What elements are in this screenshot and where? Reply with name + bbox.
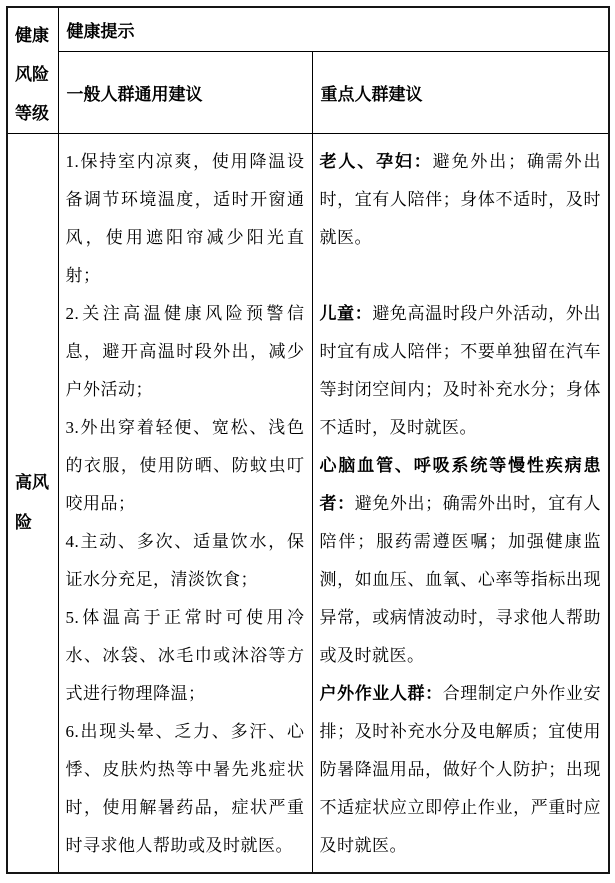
tips-header-cell: 健康提示	[58, 7, 609, 51]
key-group-outdoor-workers	[320, 675, 602, 865]
general-advice-item-4: 4.主动、多次、适量饮水，保证水分充足，清淡饮食；	[65, 532, 305, 589]
risk-level-line-2: 险	[15, 513, 32, 532]
key-group-chronic-disease	[320, 447, 602, 675]
key-group-children	[320, 295, 602, 447]
risk-header-line-3: 等级	[15, 104, 49, 123]
key-subheader-cell: 重点人群建议	[312, 51, 609, 133]
key-group-label: 户外作业人群：	[319, 684, 443, 703]
key-group-text: 避免外出；确需外出时，宜有人陪伴；身体不适时，及时就医。	[319, 152, 602, 247]
general-advice-item-1: 1.保持室内凉爽，使用降温设备调节环境温度，适时开窗通风，使用遮阳帘减少阳光直射；	[65, 152, 305, 285]
key-groups-cell	[312, 134, 609, 874]
risk-level-cell	[7, 134, 58, 874]
key-group-text: 避免外出；确需外出时，宜有人陪伴；服药需遵医嘱；加强健康监测，如血压、血氧、心率等指标出现异常，或病情波动时，寻求他人帮助或及时就医。	[319, 494, 602, 665]
key-group-text: 避免高温时段户外活动，外出时宜有成人陪伴；不要单独留在汽车等封闭空间内；及时补充水分；身体不适时，及时就医。	[319, 304, 602, 437]
general-subheader-cell: 一般人群通用建议	[58, 51, 312, 133]
risk-level-line-1: 高风	[15, 473, 49, 492]
general-advice-item-5: 5.体温高于正常时可使用冷水、冰袋、冰毛巾或沐浴等方式进行物理降温；	[65, 608, 305, 703]
general-advice-item-6: 6.出现头晕、乏力、多汗、心悸、皮肤灼热等中暑先兆症状时，使用解暑药品，症状严重时寻求他人帮助或及时就医。	[65, 722, 305, 855]
key-group-label: 心脑血管、呼吸系统等慢性疾病患者：	[319, 456, 601, 513]
key-group-label: 老人、孕妇：	[319, 152, 433, 171]
key-group-text: 合理制定户外作业安排；及时补充水分及电解质；宜使用防暑降温用品，做好个人防护；出现不适症状应立即停止作业，严重时应及时就医。	[319, 684, 602, 855]
key-group-elderly-pregnant	[320, 143, 602, 257]
risk-header-line-1: 健康	[15, 26, 49, 45]
general-advice-item-3: 3.外出穿着轻便、宽松、浅色的衣服，使用防晒、防蚊虫叮咬用品；	[65, 418, 305, 513]
health-risk-advice-table	[6, 6, 610, 874]
general-advice-item-2: 2.关注高温健康风险预警信息，避开高温时段外出，减少户外活动；	[65, 304, 305, 399]
risk-level-header-cell	[7, 7, 58, 134]
general-advice-cell	[58, 134, 312, 874]
high-risk-row	[7, 134, 609, 874]
header-row-2	[7, 51, 609, 133]
header-row-1	[7, 7, 609, 51]
key-group-label: 儿童：	[319, 304, 373, 323]
risk-header-line-2: 风险	[15, 65, 49, 84]
